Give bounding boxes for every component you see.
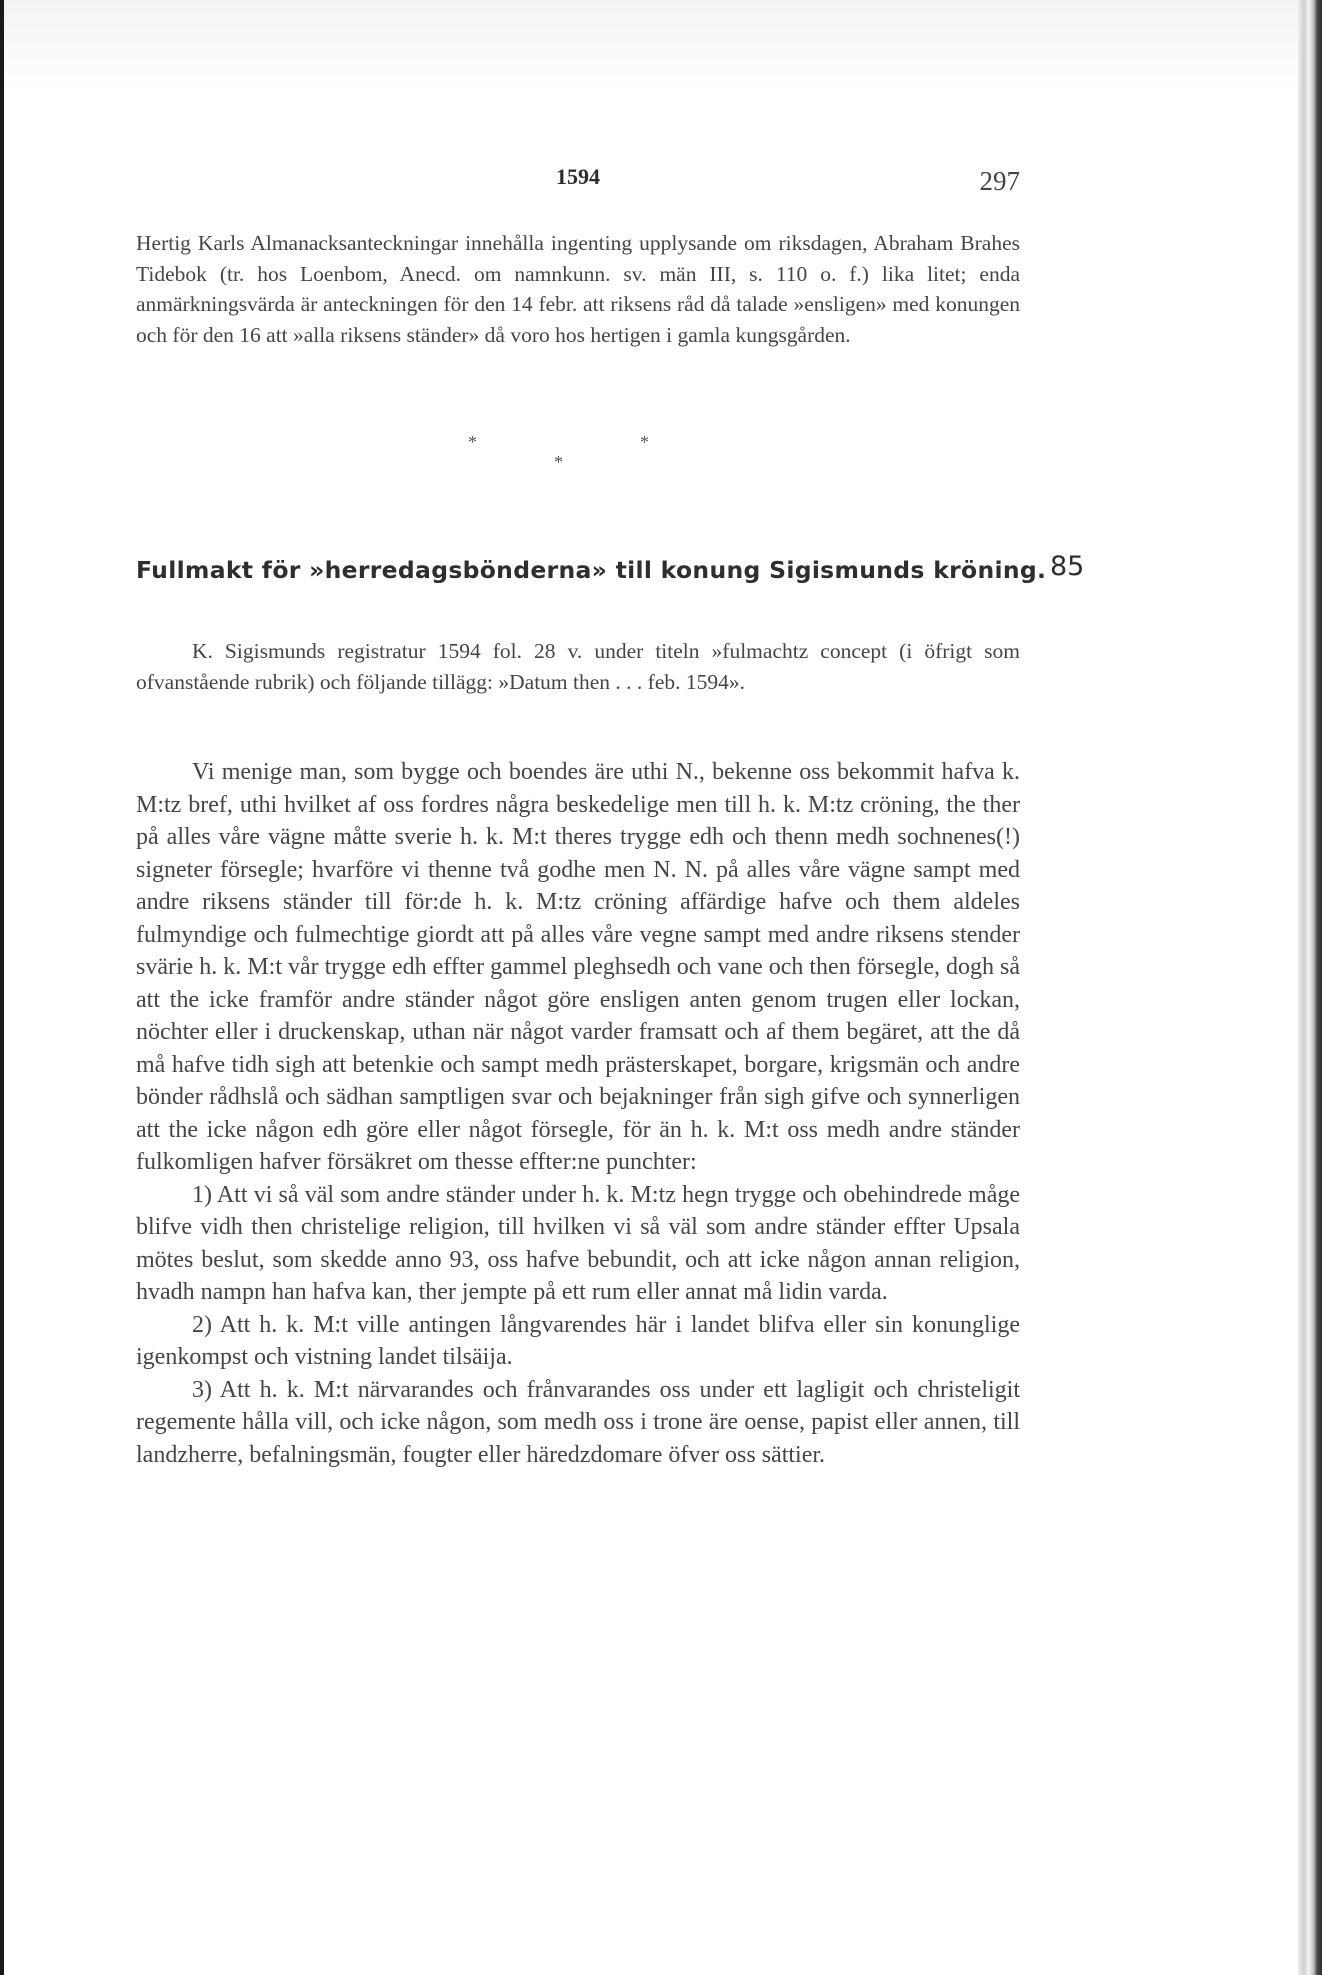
body-paragraph: 3) Att h. k. M:t närvarandes och frånvarandes oss under ett lagligit och christeligit regemente hålla vill, och icke någon, som medh oss i trone äre oense, papist eller annen, till landzherre, befalningsmän, fougter eller häredzdomare öfver oss sättier.: [136, 1376, 1020, 1468]
document-title: Fullmakt för »herredagsbönderna» till konung Sigismunds kröning.: [136, 556, 1047, 584]
running-head: [136, 164, 1020, 200]
document-body: [136, 756, 1020, 1471]
separator-star: *: [468, 432, 477, 452]
body-paragraph: Vi menige man, som bygge och boendes äre uthi N., bekenne oss bekommit hafva k. M:tz bref, uthi hvilket af oss fordres några beskedelige men till h. k. M:tz cröning, the ther på alles våre vägne måtte sverie h. k. M:t theres trygge edh och thenn medh sochnenes(!) signeter försegle; hvarföre vi thenne två godhe men N. N. på alles våre vägne sampt med andre riksens ständer till för:de h. k. M:tz cröning affärdige hafve och them aldeles fulmyndige och fulmechtige giordt att på alles våre vegne sampt med andre riksens stender svärie h. k. M:t vår trygge edh effter gammel pleghsedh och vane och then försegle, dogh så att the icke framför andre ständer något göre ensligen anten genom trugen eller lockan, nöchter eller i druckenskap, uthan när något varder framsatt och af them begäret, att the då må hafve tidh sigh att betenkie och sampt medh prästerskapet, borgare, krigsmän och andre bönder rådhslå och sädhan samptligen svar och bejakninger från sigh gifve och synnerligen att the icke någon edh göre eller något försegle, för än h. k. M:t oss medh andre ständer fulkomligen hafver försäkret om thesse effter:ne punchter:: [136, 759, 1020, 1175]
source-note: [136, 636, 1020, 697]
separator-star: *: [640, 432, 649, 452]
editorial-note-text: Hertig Karls Almanacksanteckningar innehålla ingenting upplysande om riksdagen, Abraham Brahes Tidebok (tr. hos Loenbom, Anecd. om namnkunn. sv. män III, s. 110 o. f.) lika litet; enda anmärkningsvärda är anteckningen för den 14 febr. att riksens råd då talade »ensligen» med konungen och för den 16 att »alla riksens ständer» då voro hos hertigen i gamla kungsgården.: [136, 231, 1020, 347]
separator-star: *: [554, 452, 563, 472]
editorial-note: [136, 228, 1020, 350]
body-paragraph: 1) Att vi så väl som andre ständer under h. k. M:tz hegn trygge och obehindrede måge blifve vidh then christelige religion, till hvilken vi så väl som andre ständer effter Upsala mötes beslut, som skedde anno 93, oss hafve bebundit, och att icke någon annan religion, hvadh nampn han hafva kan, ther jempte på ett rum eller annat må lidin varda.: [136, 1181, 1020, 1305]
section-separator: [136, 432, 1020, 476]
document-number: 85: [1050, 551, 1085, 582]
body-paragraph: 2) Att h. k. M:t ville antingen långvarendes här i landet blifva eller sin konunglige igenkompst och vistning landet tilsäija.: [136, 1311, 1020, 1370]
source-note-text: K. Sigismunds registratur 1594 fol. 28 v. under titeln »fulmachtz concept (i öfrigt som ofvanstående rubrik) och följande tillägg: »Datum then . . . feb. 1594».: [136, 639, 1020, 694]
running-head-year: 1594: [556, 164, 600, 189]
page-number: 297: [979, 166, 1020, 196]
